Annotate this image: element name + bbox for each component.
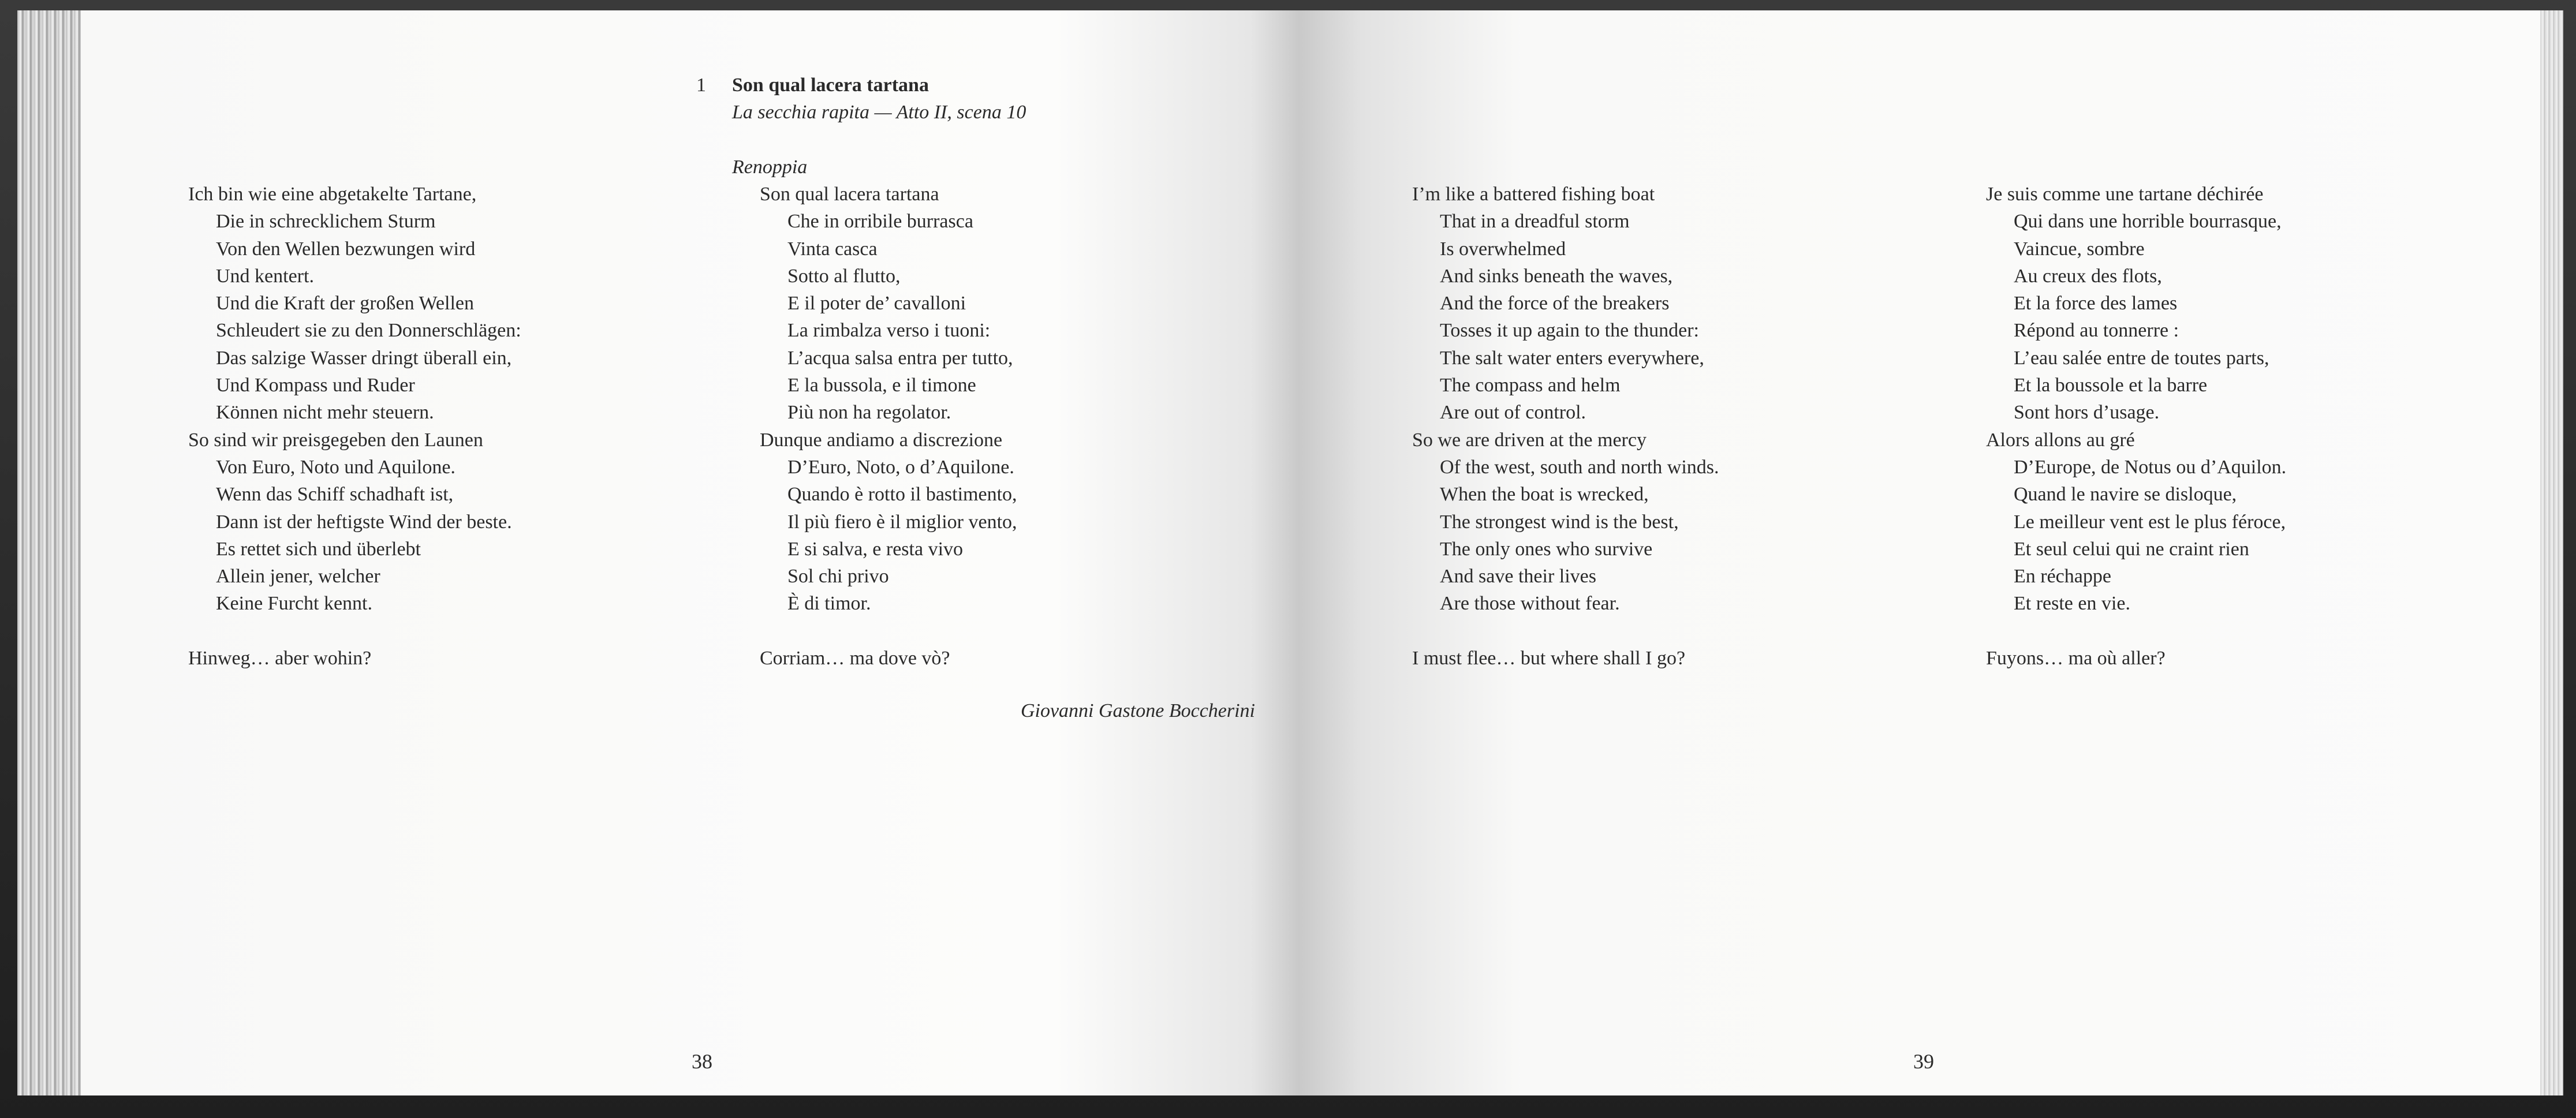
verse-line: E il poter de’ cavalloni: [787, 293, 966, 315]
verse-line: So sind wir preisgegeben den Launen: [188, 429, 483, 451]
stanza-gap: [1986, 618, 2286, 645]
right-page: [1299, 10, 2540, 1095]
verse-line: The only ones who survive: [1440, 538, 1653, 560]
final-line: Corriam… ma dove vò?: [760, 648, 950, 670]
verse-line: The compass and helm: [1440, 375, 1621, 397]
verse-line: Sont hors d’usage.: [2014, 402, 2160, 424]
verse-line: Es rettet sich und überlebt: [216, 538, 421, 560]
verse-line: Die in schrecklichem Sturm: [216, 211, 436, 233]
final-line: Hinweg… aber wohin?: [188, 648, 372, 670]
verse-line: Et la boussole et la barre: [2014, 375, 2208, 397]
verse-line: L’acqua salsa entra per tutto,: [787, 347, 1013, 369]
verse-line: Are those without fear.: [1440, 593, 1620, 615]
verse-line: That in a dreadful storm: [1440, 211, 1630, 233]
stanza-gap: [188, 618, 521, 645]
verse-line: Sotto al flutto,: [787, 265, 901, 287]
song-source: La secchia rapita — Atto II, scena 10: [732, 102, 1026, 123]
verse-line: Au creux des flots,: [2014, 265, 2162, 287]
verse-line: I’m like a battered fishing boat: [1412, 184, 1655, 205]
german-text-column: [188, 181, 521, 672]
verse-line: E si salva, e resta vivo: [787, 538, 964, 560]
verse-line: D’Europe, de Notus ou d’Aquilon.: [2014, 456, 2287, 478]
verse-line: Und kentert.: [216, 265, 314, 287]
final-line: Fuyons… ma où aller?: [1986, 648, 2166, 670]
verse-line: D’Euro, Noto, o d’Aquilone.: [787, 456, 1014, 478]
author-credit: Giovanni Gastone Boccherini: [1020, 700, 1255, 721]
verse-line: Of the west, south and north winds.: [1440, 456, 1719, 478]
song-heading: [696, 72, 1216, 129]
verse-line: Und Kompass und Ruder: [216, 375, 415, 397]
verse-line: Et seul celui qui ne craint rien: [2014, 538, 2249, 560]
verse-line: Je suis comme une tartane déchirée: [1986, 184, 2264, 205]
book-page-edges-right: [2540, 10, 2563, 1095]
book-page-edges-left: [17, 10, 87, 1095]
verse-line: Vinta casca: [787, 238, 878, 260]
verse-line: Dunque andiamo a discrezione: [760, 429, 1003, 451]
verse-line: The strongest wind is the best,: [1440, 511, 1679, 533]
verse-line: And save their lives: [1440, 566, 1596, 588]
character-name-block: [732, 154, 807, 181]
verse-line: Quando è rotto il bastimento,: [787, 484, 1017, 506]
verse-line: Das salzige Wasser dringt überall ein,: [216, 347, 512, 369]
verse-line: Können nicht mehr steuern.: [216, 402, 434, 424]
verse-line: Are out of control.: [1440, 402, 1586, 424]
italian-text-column: [760, 181, 1017, 672]
stanza-gap: [760, 618, 1017, 645]
verse-line: Qui dans une horrible bourrasque,: [2014, 211, 2282, 233]
verse-line: En réchappe: [2014, 566, 2111, 588]
left-page: [81, 10, 1299, 1095]
song-title: Son qual lacera tartana: [732, 74, 929, 96]
french-text-column: [1986, 181, 2286, 672]
verse-line: Is overwhelmed: [1440, 238, 1566, 260]
verse-line: L’eau salée entre de toutes parts,: [2014, 347, 2269, 369]
verse-line: Und die Kraft der großen Wellen: [216, 293, 474, 315]
verse-line: Et la force des lames: [2014, 293, 2178, 315]
verse-line: Von Euro, Noto und Aquilone.: [216, 456, 456, 478]
final-line: I must flee… but where shall I go?: [1412, 648, 1686, 670]
verse-line: Von den Wellen bezwungen wird: [216, 238, 476, 260]
verse-line: È di timor.: [787, 593, 871, 615]
verse-line: Son qual lacera tartana: [760, 184, 939, 205]
verse-line: Keine Furcht kennt.: [216, 593, 372, 615]
verse-line: Che in orribile burrasca: [787, 211, 973, 233]
verse-line: Dann ist der heftigste Wind der beste.: [216, 511, 512, 533]
page-number-left: 38: [692, 1050, 712, 1073]
verse-line: Répond au tonnerre :: [2014, 320, 2179, 342]
verse-line: Più non ha regolator.: [787, 402, 951, 424]
verse-line: Quand le navire se disloque,: [2014, 484, 2237, 506]
verse-line: Le meilleur vent est le plus féroce,: [2014, 511, 2286, 533]
song-number: 1: [696, 74, 706, 96]
verse-line: E la bussola, e il timone: [787, 375, 976, 397]
english-text-column: [1412, 181, 1719, 672]
verse-line: Tosses it up again to the thunder:: [1440, 320, 1699, 342]
page-number-right: 39: [1913, 1050, 1934, 1073]
verse-line: So we are driven at the mercy: [1412, 429, 1647, 451]
verse-line: Vaincue, sombre: [2014, 238, 2145, 260]
verse-line: La rimbalza verso i tuoni:: [787, 320, 991, 342]
stanza-gap: [1412, 618, 1719, 645]
verse-line: Wenn das Schiff schadhaft ist,: [216, 484, 454, 506]
verse-line: The salt water enters everywhere,: [1440, 347, 1704, 369]
verse-line: Ich bin wie eine abgetakelte Tartane,: [188, 184, 477, 205]
verse-line: Et reste en vie.: [2014, 593, 2131, 615]
verse-line: Il più fiero è il miglior vento,: [787, 511, 1017, 533]
verse-line: And sinks beneath the waves,: [1440, 265, 1673, 287]
verse-line: Alors allons au gré: [1986, 429, 2135, 451]
verse-line: Schleudert sie zu den Donnerschlägen:: [216, 320, 521, 342]
verse-line: And the force of the breakers: [1440, 293, 1670, 315]
verse-line: Allein jener, welcher: [216, 566, 380, 588]
verse-line: When the boat is wrecked,: [1440, 484, 1649, 506]
character-name: Renoppia: [732, 156, 808, 178]
verse-line: Sol chi privo: [787, 566, 889, 588]
